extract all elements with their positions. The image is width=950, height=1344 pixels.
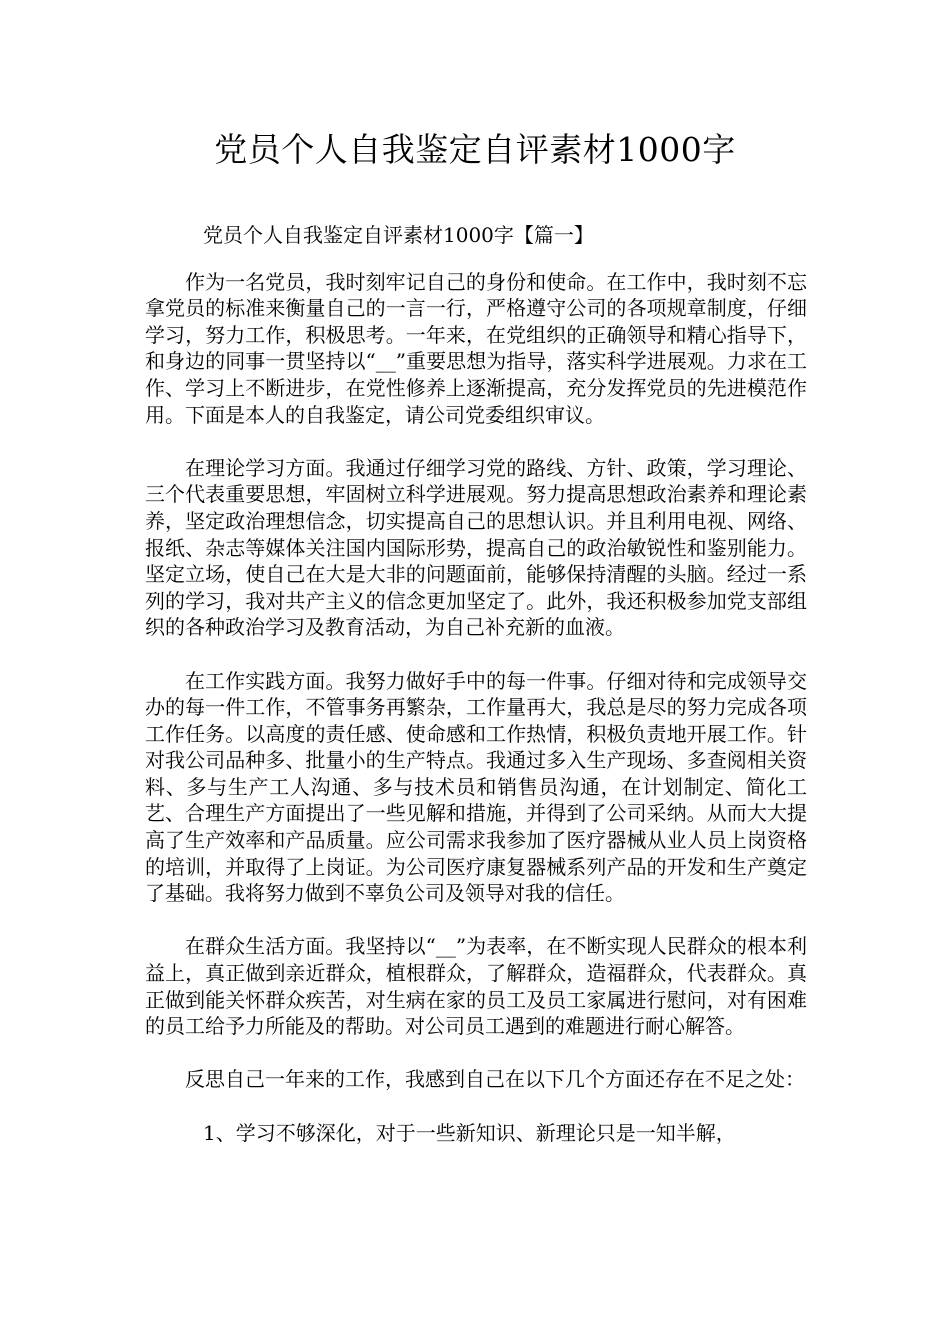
paragraph-intro: 作为一名党员，我时刻牢记自己的身份和使命。在工作中，我时刻不忘拿党员的标准来衡量自己的一言一行，严格遵守公司的各项规章制度，仔细学习，努力工作，积极思考。一年来，在党组织的正确领导和精心指导下，和身边的同事一贯坚持以“__”重要思想为指导，落实科学进展观。力求在工作、学习上不断进步，在党性修养上逐渐提高，充分发挥党员的先进模范作用。下面是本人的自我鉴定，请公司党委组织审议。 (145, 269, 807, 427)
document-title: 党员个人自我鉴定自评素材1000字 (214, 130, 736, 169)
list-item-1: 1、学习不够深化，对于一些新知识、新理论只是一知半解， (203, 1120, 736, 1145)
paragraph-work-practice: 在工作实践方面。我努力做好手中的每一件事。仔细对待和完成领导交办的每一件工作，不管事务再繁杂，工作量再大，我总是尽的努力完成各项工作任务。以高度的责任感、使命感和工作热情，积极负责地开展工作。针对我公司品种多、批量小的生产特点。我通过多入生产现场、多查阅相关资料、多与生产工人沟通、多与技术员和销售员沟通，在计划制定、简化工艺、合理生产方面提出了一些见解和措施，并得到了公司采纳。从而大大提高了生产效率和产品质量。应公司需求我参加了医疗器械从业人员上岗资格的培训，并取得了上岗证。为公司医疗康复器械系列产品的开发和生产奠定了基础。我将努力做到不辜负公司及领导对我的信任。 (145, 668, 807, 906)
paragraph-theory-study: 在理论学习方面。我通过仔细学习党的路线、方针、政策，学习理论、三个代表重要思想，牢固树立科学进展观。努力提高思想政治素养和理论素养，坚定政治理想信念，切实提高自己的思想认识。并且利用电视、网络、报纸、杂志等媒体关注国内国际形势，提高自己的政治敏锐性和鉴别能力。坚定立场，使自己在大是大非的问题面前，能够保持清醒的头脑。经过一系列的学习，我对共产主义的信念更加坚定了。此外，我还积极参加党支部组织的各种政治学习及教育活动，为自己补充新的血液。 (145, 455, 807, 640)
document-body (145, 222, 807, 1146)
paragraph-reflection: 反思自己一年来的工作，我感到自己在以下几个方面还存在不足之处： (185, 1067, 805, 1092)
paragraph-mass-life: 在群众生活方面。我坚持以“__”为表率，在不断实现人民群众的根本利益上，真正做到亲近群众，植根群众，了解群众，造福群众，代表群众。真正做到能关怀群众疾苦，对生病在家的员工及员工家属进行慰问，对有困难的员工给予力所能及的帮助。对公司员工遇到的难题进行耐心解答。 (145, 934, 807, 1039)
section-heading: 党员个人自我鉴定自评素材1000字【篇一】 (203, 223, 594, 247)
